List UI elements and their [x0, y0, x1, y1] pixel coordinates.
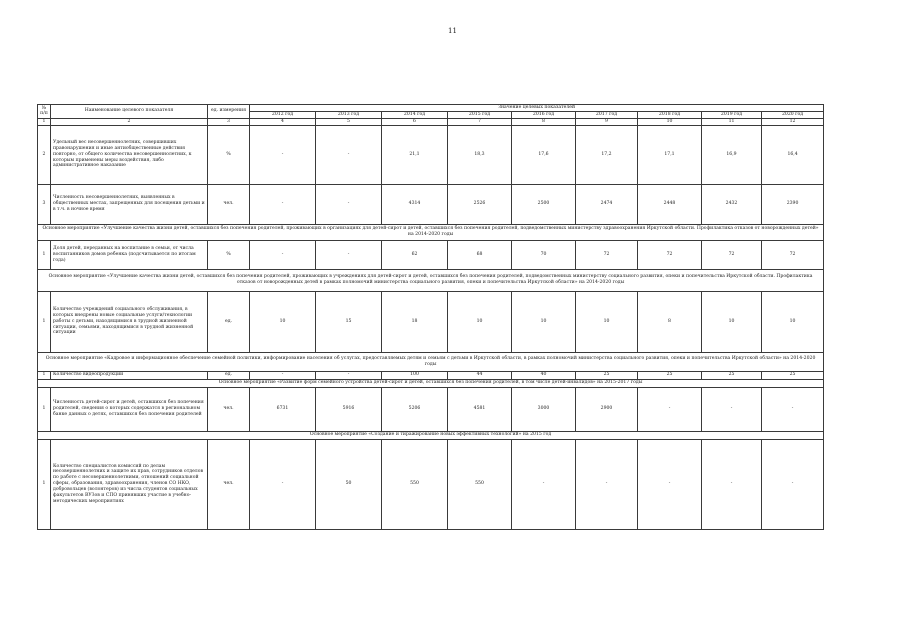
row-num: 2 [38, 125, 51, 184]
table-row [38, 184, 824, 224]
column-number: 10 [638, 118, 702, 125]
value-cell: - [512, 439, 576, 529]
value-cell: - [250, 439, 316, 529]
value-cell: - [316, 240, 382, 269]
header-year: 2015 год [448, 111, 512, 118]
section-heading-row [38, 431, 824, 439]
section-heading: Основное мероприятие «Улучшение качества жизни детей, оставшихся без попечения родителей, проживающих в учреждениях для детей-сирот и детей, оставшихся без попечения родителей, подведомственных министерству социального развития, опеки и попечительства Иркутской области. Профилактика отказов от новорожденных детей в рамках полномочий министерства социального развития, опеки и попечительства Иркутской области» на 2014-2020 годы [38, 269, 824, 291]
value-cell: 6731 [250, 387, 316, 431]
column-number: 2 [51, 118, 208, 125]
header-row-group [38, 105, 824, 112]
value-cell: 25 [638, 371, 702, 379]
value-cell: 68 [448, 240, 512, 269]
header-name: Наименование целевого показателя [51, 105, 208, 119]
header-year: 2020 год [762, 111, 824, 118]
section-heading-row [38, 224, 824, 240]
value-cell: 10 [448, 291, 512, 352]
row-num: 3 [38, 184, 51, 224]
value-cell: - [316, 184, 382, 224]
target-indicators-table [37, 104, 824, 530]
value-cell: 44 [448, 371, 512, 379]
row-num: 1 [38, 439, 51, 529]
value-cell: - [316, 125, 382, 184]
value-cell: 10 [702, 291, 762, 352]
row-num: 1 [38, 240, 51, 269]
value-cell: 18,3 [448, 125, 512, 184]
column-number: 6 [382, 118, 448, 125]
value-cell: 2432 [702, 184, 762, 224]
value-cell: - [638, 439, 702, 529]
value-cell: 10 [576, 291, 638, 352]
value-cell: 2448 [638, 184, 702, 224]
column-numbers-row [38, 118, 824, 125]
value-cell: 2500 [512, 184, 576, 224]
value-cell: 16,9 [702, 125, 762, 184]
value-cell: 8 [638, 291, 702, 352]
column-number: 8 [512, 118, 576, 125]
unit-cell: ед. [208, 371, 250, 379]
value-cell: - [250, 371, 316, 379]
value-cell: 2526 [448, 184, 512, 224]
header-year: 2012 год [250, 111, 316, 118]
unit-cell: чел. [208, 387, 250, 431]
unit-cell: % [208, 125, 250, 184]
value-cell: 72 [702, 240, 762, 269]
unit-cell: ед. [208, 291, 250, 352]
value-cell: 5916 [316, 387, 382, 431]
section-heading-row [38, 269, 824, 291]
value-cell: 72 [762, 240, 824, 269]
value-cell: 25 [576, 371, 638, 379]
value-cell: 3000 [512, 387, 576, 431]
section-heading-row [38, 379, 824, 387]
header-year: 2018 год [638, 111, 702, 118]
value-cell: 2900 [576, 387, 638, 431]
column-number: 12 [762, 118, 824, 125]
value-cell: 10 [250, 291, 316, 352]
column-number: 11 [702, 118, 762, 125]
row-num: 1 [38, 387, 51, 431]
table-row [38, 125, 824, 184]
value-cell: 100 [382, 371, 448, 379]
table-row [38, 371, 824, 379]
value-cell: - [250, 240, 316, 269]
table-row [38, 240, 824, 269]
column-number: 9 [576, 118, 638, 125]
value-cell: 72 [576, 240, 638, 269]
value-cell: - [638, 387, 702, 431]
column-number: 4 [250, 118, 316, 125]
header-year: 2013 год [316, 111, 382, 118]
value-cell: 4581 [448, 387, 512, 431]
unit-cell: чел. [208, 439, 250, 529]
indicator-name: Доля детей, переданных на воспитание в семьи, от числа воспитанников домов ребенка (подсчитывается по итогам года) [51, 240, 208, 269]
section-heading: Основное мероприятие «Кадровое и информационное обеспечение семейной политики, информирование населения об услугах, предоставляемых детям и семьям с детьми в Иркутской области, в рамках полномочий министерства социального развития, опеки и попечительства Иркутской области» на 2014-2020 годы [38, 352, 824, 371]
value-cell: 18 [382, 291, 448, 352]
value-cell: 40 [512, 371, 576, 379]
value-cell: - [250, 184, 316, 224]
value-cell: - [576, 439, 638, 529]
value-cell: 21,1 [382, 125, 448, 184]
value-cell: 4314 [382, 184, 448, 224]
value-cell: 17,2 [576, 125, 638, 184]
header-unit: ед. измерения [208, 105, 250, 119]
value-cell: - [250, 125, 316, 184]
indicator-name: Удельный вес несовершеннолетних, совершивших правонарушения и иные антиобщественные действия повторно, от общего количества несовершеннолетних, к которым применены меры воздействия, либо административное наказание [51, 125, 208, 184]
value-cell: 10 [512, 291, 576, 352]
indicator-name: Количество учреждений социального обслуживания, в которых внедрены новые социальные услуги/технологии работы с детьми, находящимися в трудной жизненной ситуации, семьями, находящимися в трудной жизненной ситуации [51, 291, 208, 352]
value-cell: 5206 [382, 387, 448, 431]
table-row [38, 439, 824, 529]
value-cell: 550 [382, 439, 448, 529]
value-cell: 2474 [576, 184, 638, 224]
value-cell: - [762, 439, 824, 529]
value-cell: - [762, 387, 824, 431]
table-row [38, 387, 824, 431]
indicator-name: Численность несовершеннолетних, выявленных в общественных местах, запрещенных для посещения детьми и в т.ч. в ночное время [51, 184, 208, 224]
indicator-name: Количество специалистов комиссий по делам несовершеннолетних и защите их прав, сотрудников отделов по работе с несовершеннолетними, отношений социальной сферы, образования, здравоохранения, членов СО НКО, добровольцев (волонтеров) из числа студентов социальных факультетов ВУЗов и СПО принявших участие в учебно-методических мероприятиях [51, 439, 208, 529]
row-num: 1 [38, 291, 51, 352]
column-number: 3 [208, 118, 250, 125]
header-year: 2019 год [702, 111, 762, 118]
value-cell: 15 [316, 291, 382, 352]
indicator-name: Численность детей-сирот и детей, оставшихся без попечения родителей, сведения о которых содержатся в региональном банке данных о детях, оставшихся без попечения родителей [51, 387, 208, 431]
indicator-name: Количество видеопродукции [51, 371, 208, 379]
value-cell: 17,6 [512, 125, 576, 184]
section-heading: Основное мероприятие «Улучшение качества жизни детей, оставшихся без попечения родителей, проживающих в организациях для детей-сирот и детей, оставшихся без попечения родителей, подведомственных министерству здравоохранения Иркутской области. Профилактика отказов от новорожденных детей» на 2014-2020 годы [38, 224, 824, 240]
unit-cell: % [208, 240, 250, 269]
header-num: № п/п [38, 105, 51, 119]
header-year: 2014 год [382, 111, 448, 118]
column-number: 5 [316, 118, 382, 125]
value-cell: 10 [762, 291, 824, 352]
value-cell: 16,4 [762, 125, 824, 184]
section-heading: Основное мероприятие «Создание и тиражирование новых эффективных технологий» на 2015 год [38, 431, 824, 439]
value-cell: 50 [316, 439, 382, 529]
section-heading: Основное мероприятие «Развитие форм семейного устройства детей-сирот и детей, оставшихся без попечения родителей, в том числе детей-инвалидов» на 2015-2017 годы [38, 379, 824, 387]
value-cell: 17,1 [638, 125, 702, 184]
header-values-group: Значение целевых показателей [250, 105, 824, 112]
value-cell: - [316, 371, 382, 379]
row-num: 1 [38, 371, 51, 379]
value-cell: 25 [762, 371, 824, 379]
unit-cell: чел. [208, 184, 250, 224]
value-cell: 550 [448, 439, 512, 529]
value-cell: 70 [512, 240, 576, 269]
table-row [38, 291, 824, 352]
column-number: 1 [38, 118, 51, 125]
value-cell: - [702, 387, 762, 431]
value-cell: 62 [382, 240, 448, 269]
column-number: 7 [448, 118, 512, 125]
section-heading-row [38, 352, 824, 371]
value-cell: 72 [638, 240, 702, 269]
page-number: 11 [448, 27, 457, 35]
value-cell: 2390 [762, 184, 824, 224]
value-cell: 25 [702, 371, 762, 379]
header-year: 2016 год [512, 111, 576, 118]
header-year: 2017 год [576, 111, 638, 118]
value-cell: - [702, 439, 762, 529]
